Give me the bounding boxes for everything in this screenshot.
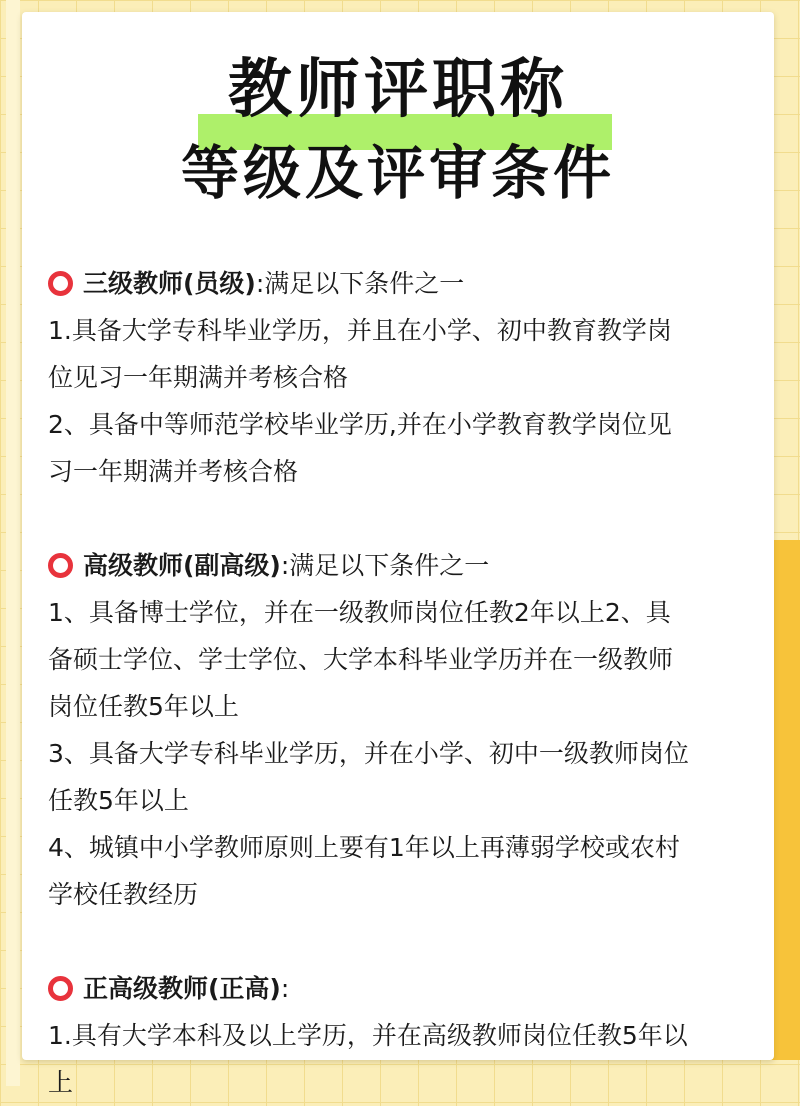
section-heading	[48, 965, 760, 1012]
section-heading-suffix: :	[280, 974, 290, 1003]
section-line: 1.具备大学专科毕业学历，并且在小学、初中教育教学岗	[48, 316, 672, 345]
section-line: 4、城镇中小学教师原则上要有1年以上再薄弱学校或农村	[48, 833, 680, 862]
section-line: 位见习一年期满并考核合格	[48, 363, 349, 392]
page-title: 教师评职称	[228, 53, 568, 127]
section-heading-title: 三级教师(员级)	[83, 269, 256, 298]
section-line: 1.具有大学本科及以上学历，并在高级教师岗位任教5年以	[48, 1021, 688, 1050]
red-circle-icon	[48, 553, 73, 578]
section-senior-teacher	[48, 542, 760, 918]
content-card	[22, 12, 774, 1097]
content-body	[48, 260, 760, 1106]
section-line: 3、具备大学专科毕业学历，并在小学、初中一级教师岗位	[48, 739, 689, 768]
section-level-3-teacher	[48, 260, 760, 495]
red-circle-icon	[48, 976, 73, 1001]
section-heading-suffix: :满足以下条件之一	[280, 551, 490, 580]
section-line: 习一年期满并考核合格	[48, 457, 299, 486]
red-circle-icon	[48, 271, 73, 296]
section-line: 岗位任教5年以上	[48, 692, 239, 721]
section-line: 备硕士学位、学士学位、大学本科毕业学历并在一级教师	[48, 645, 674, 674]
section-line: 2、具备中等师范学校毕业学历,并在小学教育教学岗位见	[48, 410, 672, 439]
section-full-senior-teacher	[48, 965, 760, 1106]
section-line: 任教5年以上	[48, 786, 189, 815]
section-line: 学校任教经历	[48, 880, 199, 909]
section-heading-title: 高级教师(副高级)	[83, 551, 281, 580]
section-heading-suffix: :满足以下条件之一	[255, 269, 465, 298]
section-line: 上	[48, 1068, 74, 1097]
page-edge-left	[6, 0, 20, 1086]
section-line: 1、具备博士学位，并在一级教师岗位任教2年以上2、具	[48, 598, 671, 627]
section-heading	[48, 260, 760, 307]
section-heading	[48, 542, 760, 589]
page-subtitle: 等级及评审条件	[180, 139, 615, 207]
section-heading-title: 正高级教师(正高)	[83, 974, 281, 1003]
title-block	[22, 52, 774, 208]
